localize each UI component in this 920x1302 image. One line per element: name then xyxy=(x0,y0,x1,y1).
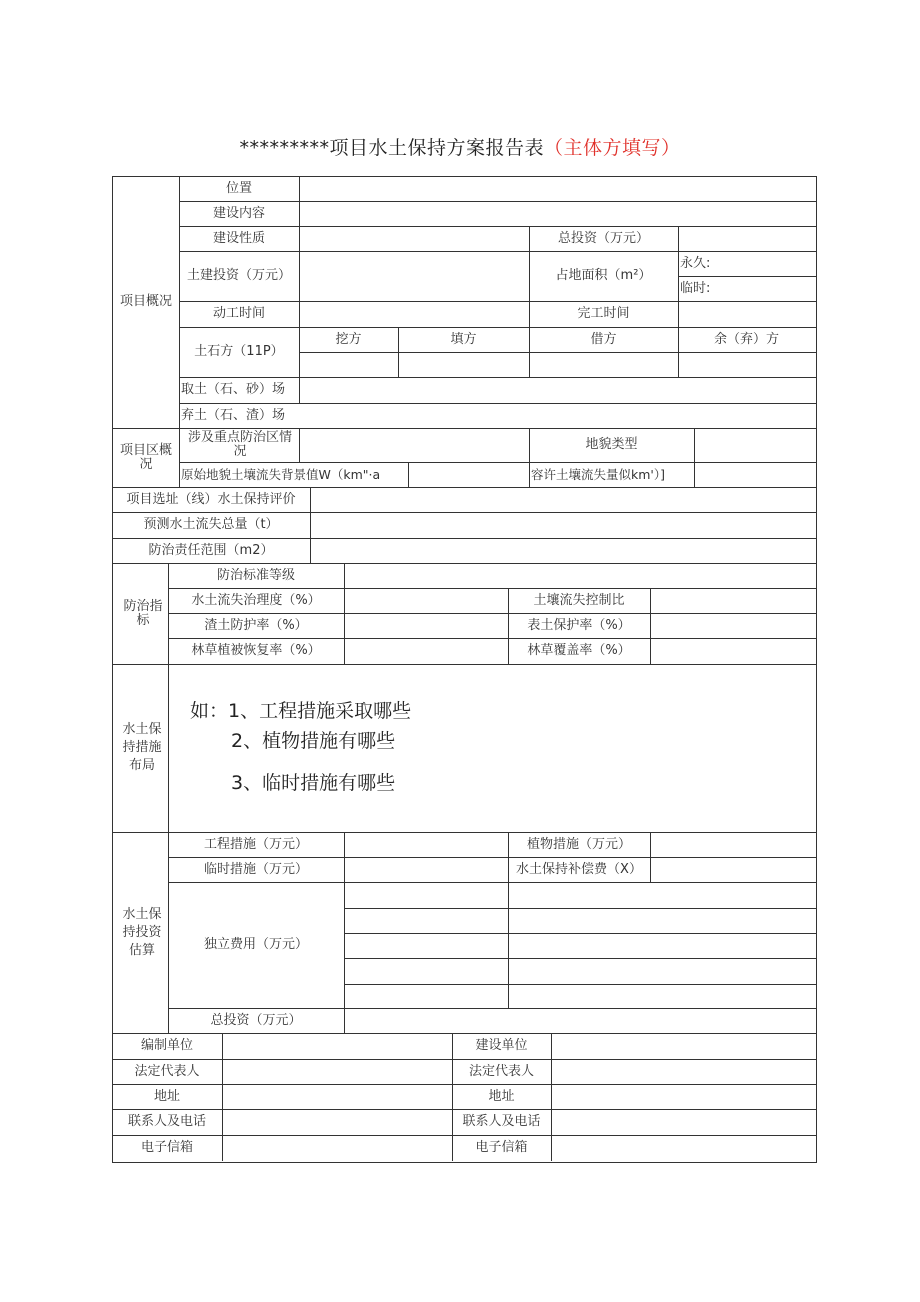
label-spoil: 余（弃）方 xyxy=(713,331,779,347)
label-veg-restore: 林草植被恢复率（%） xyxy=(191,643,321,658)
label-email-left: 电子信箱 xyxy=(140,1140,193,1155)
label-content: 建设内容 xyxy=(212,205,265,221)
label-background: 原始地貌土壤流失背景值W（km"·a xyxy=(181,466,381,482)
label-predicted-loss: 预测水土流失总量（t） xyxy=(143,517,279,532)
col-line xyxy=(408,462,409,487)
label-address-right: 地址 xyxy=(488,1088,515,1104)
row-line xyxy=(344,908,816,909)
label-topsoil-rate: 表土保护率（%） xyxy=(527,617,631,633)
section-label-layout: 水土保持措施布局 xyxy=(122,722,162,773)
col-line xyxy=(694,428,695,487)
label-civil-invest: 土建投资（万元） xyxy=(186,268,291,283)
label-key-zone: 涉及重点防治区情况 xyxy=(187,430,292,459)
label-responsibility-area: 防治责任范围（m2） xyxy=(148,542,274,558)
label-contact-right: 联系人及电话 xyxy=(462,1114,541,1129)
col-line xyxy=(650,832,651,882)
label-veg-cover: 林草覆盖率（%） xyxy=(527,643,631,658)
label-total-invest: 总投资（万元） xyxy=(557,230,649,246)
label-nature: 建设性质 xyxy=(212,230,265,246)
col-line xyxy=(344,563,345,664)
label-slag-rate: 渣土防护率（%） xyxy=(204,617,308,633)
label-landform: 地貌类型 xyxy=(585,437,638,452)
label-email-right: 电子信箱 xyxy=(475,1140,528,1155)
label-borrow-site: 取土（石、砂）场 xyxy=(181,382,286,397)
row-line xyxy=(112,664,816,665)
label-earthwork: 土石方（11P） xyxy=(194,344,284,359)
label-permanent: 永久: xyxy=(680,255,711,271)
label-independent: 独立费用（万元） xyxy=(203,937,308,952)
label-start: 动工时间 xyxy=(212,306,265,321)
section-label-overview: 项目概况 xyxy=(119,294,172,309)
col-line xyxy=(344,832,345,1033)
col-line xyxy=(310,487,311,563)
label-compensation: 水土保持补偿费（X） xyxy=(516,861,642,877)
label-allowable: 容许土壤流失量似km'）] xyxy=(531,466,665,482)
label-contact-left: 联系人及电话 xyxy=(127,1114,206,1129)
label-address-left: 地址 xyxy=(153,1088,180,1104)
row-line xyxy=(299,352,816,353)
layout-line-1: 如：1、工程措施采取哪些 xyxy=(190,700,412,722)
col-line xyxy=(678,226,679,327)
label-plant: 植物措施（万元） xyxy=(526,836,631,852)
section-label-estimate: 水土保持投资估算 xyxy=(122,906,162,958)
label-borrow: 借方 xyxy=(590,331,617,347)
layout-line-3: 3、临时措施有哪些 xyxy=(231,772,396,794)
label-land-area: 占地面积（m²） xyxy=(555,268,652,283)
label-evaluation: 项目选址（线）水土保持评价 xyxy=(126,491,296,507)
label-finish: 完工时间 xyxy=(577,306,630,321)
label-fill: 填方 xyxy=(450,331,477,347)
section-label-area: 项目区概况 xyxy=(119,442,172,472)
label-cut: 挖方 xyxy=(335,331,362,347)
label-builder: 建设单位 xyxy=(475,1038,528,1053)
label-erosion-ratio: 土壤流失控制比 xyxy=(533,592,625,608)
form-title-note: （主体方填写） xyxy=(544,137,681,159)
col-line xyxy=(551,1033,552,1161)
label-location: 位置 xyxy=(225,180,252,196)
section-label-targets: 防治指标 xyxy=(123,598,163,628)
label-engineering: 工程措施（万元） xyxy=(203,836,308,852)
layout-line-2: 2、植物措施有哪些 xyxy=(231,730,396,752)
label-estimate-total: 总投资（万元） xyxy=(210,1012,302,1028)
label-compiler: 编制单位 xyxy=(140,1038,193,1053)
label-standard: 防治标准等级 xyxy=(216,567,295,583)
form-title-main: *********项目水土保持方案报告表 xyxy=(239,137,544,159)
row-line xyxy=(344,933,816,934)
label-temporary: 临时: xyxy=(680,280,711,296)
col-line xyxy=(650,588,651,664)
label-control-rate: 水土流失治理度（%） xyxy=(191,592,321,608)
row-line xyxy=(344,958,816,959)
col-line xyxy=(222,1033,223,1161)
col-line xyxy=(299,428,300,462)
col-line xyxy=(299,176,300,403)
label-legal-rep-right: 法定代表人 xyxy=(468,1063,534,1079)
label-temporary-measures: 临时措施（万元） xyxy=(203,861,308,877)
row-line xyxy=(344,984,816,985)
label-legal-rep-left: 法定代表人 xyxy=(134,1063,200,1079)
label-spoil-site: 弃土（石、渣）场 xyxy=(181,407,286,423)
